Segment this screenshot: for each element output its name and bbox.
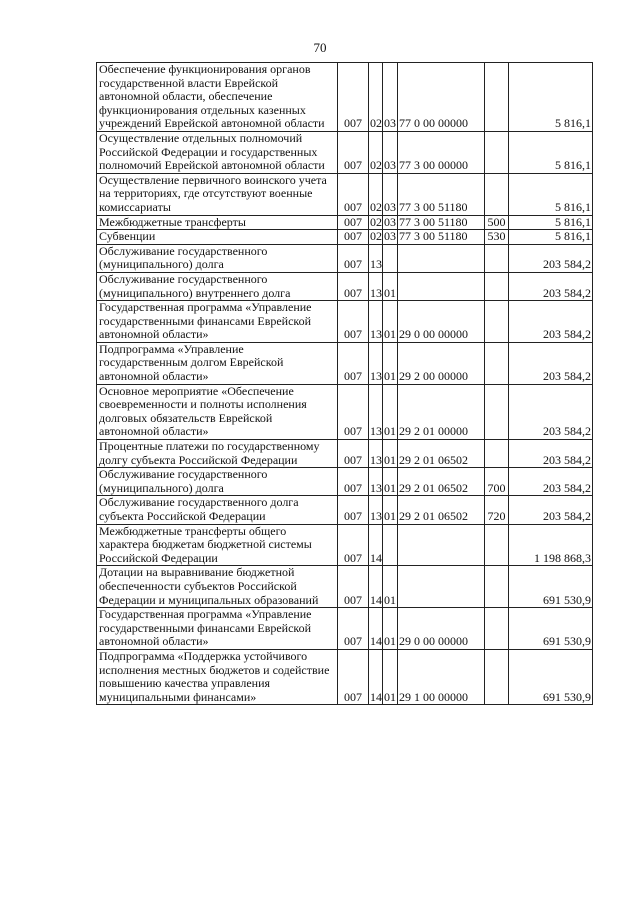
table-row: [97, 496, 593, 524]
expense-type-code: 530: [485, 230, 509, 245]
subsection-code: 01: [383, 301, 398, 343]
ved-code: 007: [338, 173, 369, 215]
ved-code: 007: [338, 649, 369, 704]
subsection-code: 01: [383, 468, 398, 496]
expense-type-code: [485, 272, 509, 300]
expense-type-code: 500: [485, 215, 509, 230]
table-row: [97, 272, 593, 300]
row-name: Подпрограмма «Поддержка устойчивого исполнения местных бюджетов и содействие повышению качества управления муниципальными финансами»: [97, 649, 338, 704]
target-article-code: 29 2 01 06502: [398, 468, 485, 496]
page-number: 70: [313, 40, 327, 55]
expense-type-code: [485, 131, 509, 173]
section-code: 13: [369, 244, 383, 272]
subsection-code: 01: [383, 649, 398, 704]
subsection-code: 01: [383, 440, 398, 468]
ved-code: 007: [338, 496, 369, 524]
target-article-code: 29 1 00 00000: [398, 649, 485, 704]
row-name: Государственная программа «Управление государственными финансами Еврейской автономной области»: [97, 301, 338, 343]
subsection-code: 01: [383, 384, 398, 439]
amount: 5 816,1: [509, 63, 593, 132]
row-name: Обеспечение функционирования органов государственной власти Еврейской автономной области, обеспечение функционирования отдельных казенных учреждений Еврейской автономной области: [97, 63, 338, 132]
row-name: Обслуживание государственного (муниципального) долга: [97, 468, 338, 496]
row-name: Государственная программа «Управление государственными финансами Еврейской автономной области»: [97, 608, 338, 650]
section-code: 13: [369, 468, 383, 496]
expense-type-code: [485, 649, 509, 704]
table-row: [97, 608, 593, 650]
amount: 5 816,1: [509, 215, 593, 230]
table-row: [97, 215, 593, 230]
amount: 5 816,1: [509, 131, 593, 173]
expense-type-code: [485, 173, 509, 215]
amount: 203 584,2: [509, 342, 593, 384]
subsection-code: [383, 524, 398, 566]
ved-code: 007: [338, 301, 369, 343]
target-article-code: 77 3 00 51180: [398, 215, 485, 230]
ved-code: 007: [338, 244, 369, 272]
section-code: 14: [369, 566, 383, 608]
amount: 203 584,2: [509, 496, 593, 524]
ved-code: 007: [338, 63, 369, 132]
expense-type-code: [485, 566, 509, 608]
table-row: [97, 63, 593, 132]
subsection-code: 01: [383, 496, 398, 524]
amount: 5 816,1: [509, 230, 593, 245]
amount: 203 584,2: [509, 301, 593, 343]
row-name: Обслуживание государственного (муниципального) долга: [97, 244, 338, 272]
section-code: 02: [369, 131, 383, 173]
ved-code: 007: [338, 342, 369, 384]
ved-code: 007: [338, 524, 369, 566]
row-name: Осуществление отдельных полномочий Российской Федерации и государственных полномочий Еврейской автономной области: [97, 131, 338, 173]
subsection-code: 03: [383, 63, 398, 132]
section-code: 13: [369, 440, 383, 468]
row-name: Подпрограмма «Управление государственным долгом Еврейской автономной области»: [97, 342, 338, 384]
amount: 5 816,1: [509, 173, 593, 215]
table-row: [97, 173, 593, 215]
target-article-code: 77 3 00 00000: [398, 131, 485, 173]
ved-code: 007: [338, 608, 369, 650]
expense-type-code: 700: [485, 468, 509, 496]
amount: 203 584,2: [509, 272, 593, 300]
subsection-code: 01: [383, 608, 398, 650]
ved-code: 007: [338, 215, 369, 230]
expense-type-code: [485, 608, 509, 650]
table-row: [97, 244, 593, 272]
row-name: Межбюджетные трансферты общего характера бюджетам бюджетной системы Российской Федерации: [97, 524, 338, 566]
table-row: [97, 131, 593, 173]
table-row: [97, 342, 593, 384]
table-row: [97, 524, 593, 566]
amount: 1 198 868,3: [509, 524, 593, 566]
expense-type-code: [485, 301, 509, 343]
row-name: Межбюджетные трансферты: [97, 215, 338, 230]
expense-type-code: [485, 342, 509, 384]
target-article-code: 77 3 00 51180: [398, 230, 485, 245]
expense-type-code: 720: [485, 496, 509, 524]
section-code: 02: [369, 173, 383, 215]
budget-table: [96, 62, 593, 705]
ved-code: 007: [338, 468, 369, 496]
subsection-code: 03: [384, 229, 396, 244]
section-code: 14: [369, 608, 383, 650]
row-name: Обслуживание государственного (муниципального) внутреннего долга: [97, 272, 338, 300]
table-row: [97, 566, 593, 608]
section-code: 13: [369, 272, 383, 300]
expense-type-code: [485, 63, 509, 132]
section-code: 02: [370, 229, 382, 244]
section-code: 02: [369, 63, 383, 132]
target-article-code: [398, 272, 485, 300]
section-code: 13: [369, 496, 383, 524]
table-row: [97, 384, 593, 439]
amount: 691 530,9: [509, 566, 593, 608]
ved-code: 007: [338, 131, 369, 173]
subsection-code: 03: [383, 173, 398, 215]
expense-type-code: [485, 440, 509, 468]
section-code: 13: [369, 301, 383, 343]
amount: 203 584,2: [509, 468, 593, 496]
expense-type-code: [485, 384, 509, 439]
ved-code: 007: [338, 566, 369, 608]
table-row: [97, 440, 593, 468]
target-article-code: 29 0 00 00000: [398, 608, 485, 650]
subsection-code: 01: [383, 566, 398, 608]
amount: 203 584,2: [509, 440, 593, 468]
row-name: Субвенции: [97, 230, 338, 245]
subsection-code: 01: [383, 272, 398, 300]
amount: 203 584,2: [509, 384, 593, 439]
ved-code: 007: [338, 384, 369, 439]
target-article-code: [398, 524, 485, 566]
target-article-code: 77 3 00 51180: [398, 173, 485, 215]
ved-code: 007: [338, 440, 369, 468]
target-article-code: [398, 244, 485, 272]
ved-code: 007: [338, 272, 369, 300]
row-name: Обслуживание государственного долга субъекта Российской Федерации: [97, 496, 338, 524]
expense-type-code: [485, 244, 509, 272]
amount: 691 530,9: [509, 608, 593, 650]
section-code: 13: [369, 342, 383, 384]
section-code: 02: [370, 215, 382, 229]
table-row: [97, 301, 593, 343]
row-name: Основное мероприятие «Обеспечение своевременности и полноты исполнения долговых обязательств Еврейской автономной области»: [97, 384, 338, 439]
target-article-code: 29 2 00 00000: [398, 342, 485, 384]
table-row: [97, 649, 593, 704]
target-article-code: 29 2 01 00000: [398, 384, 485, 439]
amount: 691 530,9: [509, 649, 593, 704]
target-article-code: 29 2 01 06502: [398, 440, 485, 468]
row-name: Осуществление первичного воинского учета на территориях, где отсутствуют военные комиссариаты: [97, 173, 338, 215]
row-name: Процентные платежи по государственному долгу субъекта Российской Федерации: [97, 440, 338, 468]
table-row: [97, 468, 593, 496]
table-row: [97, 230, 593, 245]
ved-code: 007: [338, 230, 369, 245]
section-code: 14: [369, 649, 383, 704]
section-code: 13: [369, 384, 383, 439]
subsection-code: 03: [383, 131, 398, 173]
expense-type-code: [485, 524, 509, 566]
target-article-code: 77 0 00 00000: [398, 63, 485, 132]
section-code: 14: [369, 524, 383, 566]
subsection-code: 01: [383, 342, 398, 384]
target-article-code: 29 2 01 06502: [398, 496, 485, 524]
subsection-code: 03: [384, 215, 396, 229]
target-article-code: [398, 566, 485, 608]
row-name: Дотации на выравнивание бюджетной обеспеченности субъектов Российской Федерации и муниципальных образований: [97, 566, 338, 608]
target-article-code: 29 0 00 00000: [398, 301, 485, 343]
amount: 203 584,2: [509, 244, 593, 272]
subsection-code: [383, 244, 398, 272]
